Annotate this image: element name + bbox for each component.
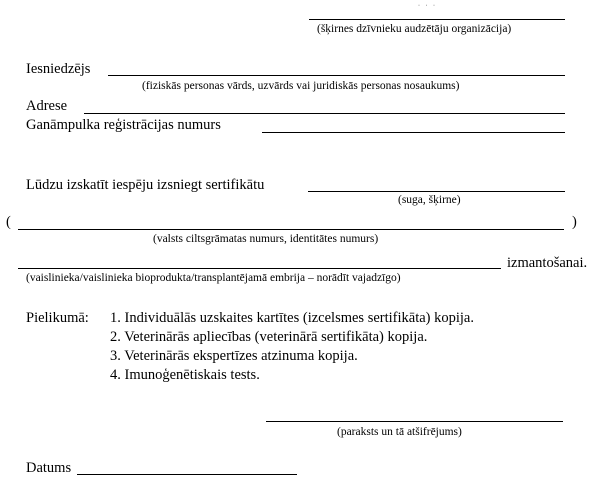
attachment-item: 1. Individuālās uzskaites kartītes (izcelsmes sertifikāta) kopija. bbox=[110, 310, 474, 326]
attachment-item: 4. Imunoģenētiskais tests. bbox=[110, 367, 260, 383]
breeder-org-caption: (šķirnes dzīvnieku audzētāju organizācija) bbox=[317, 23, 512, 35]
address-line[interactable] bbox=[84, 113, 565, 114]
herd-registration-line[interactable] bbox=[262, 132, 565, 133]
species-breed-caption: (suga, šķirne) bbox=[398, 194, 461, 206]
herd-registration-label: Ganāmpulka reģistrācijas numurs bbox=[26, 117, 221, 133]
breeder-org-line[interactable] bbox=[309, 19, 565, 20]
applicant-label: Iesniedzējs bbox=[26, 61, 91, 77]
address-label: Adrese bbox=[26, 98, 68, 114]
attachment-item: 3. Veterinārās ekspertīzes atzinuma kopija. bbox=[110, 348, 358, 364]
applicant-caption: (fiziskās personas vārds, uzvārds vai juridiskās personas nosaukums) bbox=[142, 80, 460, 92]
species-breed-line[interactable] bbox=[308, 191, 565, 192]
date-label: Datums bbox=[26, 460, 72, 476]
herdbook-id-line[interactable] bbox=[18, 229, 564, 230]
header-mark: · · · bbox=[418, 3, 437, 9]
herdbook-id-caption: (valsts ciltsgrāmatas numurs, identitātes numurs) bbox=[153, 233, 379, 245]
applicant-line[interactable] bbox=[108, 75, 565, 76]
attachment-item: 2. Veterinārās apliecības (veterinārā sertifikāta) kopija. bbox=[110, 329, 428, 345]
date-line[interactable] bbox=[77, 474, 297, 475]
open-paren: ( bbox=[6, 214, 11, 230]
usage-suffix: izmantošanai. bbox=[507, 255, 588, 271]
request-label: Lūdzu izskatīt iespēju izsniegt sertifikātu bbox=[26, 177, 265, 193]
signature-line[interactable] bbox=[266, 421, 563, 422]
usage-line[interactable] bbox=[18, 268, 501, 269]
signature-caption: (paraksts un tā atšifrējums) bbox=[337, 426, 462, 438]
usage-caption: (vaislinieka/vaislinieka bioprodukta/transplantējamā embrija – norādīt vajadzīgo) bbox=[26, 272, 401, 284]
attachments-label: Pielikumā: bbox=[26, 310, 89, 326]
close-paren: ) bbox=[572, 214, 577, 230]
